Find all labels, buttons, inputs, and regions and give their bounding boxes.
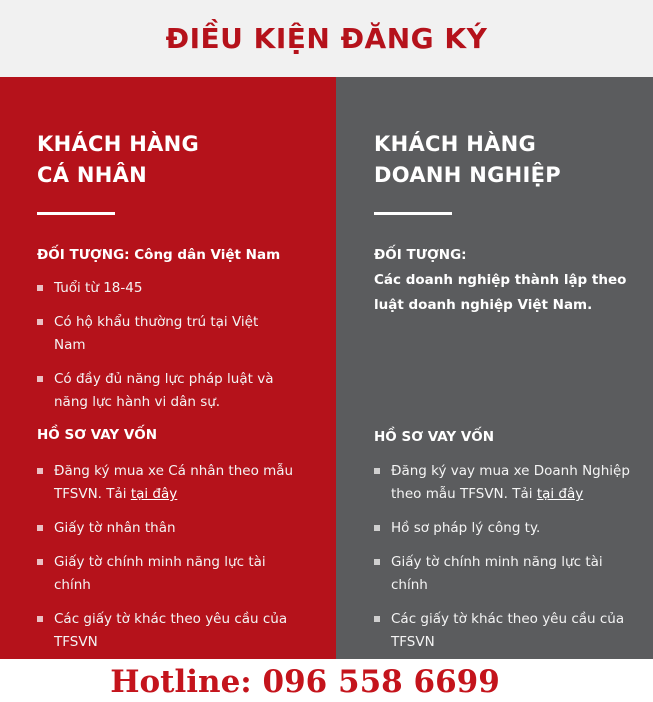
business-title: KHÁCH HÀNG DOANH NGHIỆP	[374, 132, 561, 187]
business-download-link[interactable]: tại đây	[536, 486, 584, 502]
list-item: Các giấy tờ khác theo yêu cầu của TFSVN	[37, 608, 295, 654]
list-item: Có hộ khẩu thường trú tại Việt Nam	[37, 311, 287, 357]
list-item: Có đầy đủ năng lực pháp luật và năng lực hành vi dân sự.	[37, 368, 287, 414]
individual-download-link[interactable]: tại đây	[130, 486, 178, 502]
business-subject: ĐỐI TƯỢNG: Các doanh nghiệp thành lập theo luật doanh nghiệp Việt Nam.	[374, 247, 627, 313]
hotline-text: Hotline: 096 558 6699	[110, 664, 500, 700]
list-item: Các giấy tờ khác theo yêu cầu của TFSVN	[374, 608, 634, 654]
square-bullet-icon	[37, 616, 43, 622]
list-item: Hồ sơ pháp lý công ty.	[374, 517, 634, 540]
square-bullet-icon	[37, 285, 43, 291]
individual-loan-docs-list	[37, 460, 295, 665]
individual-requirements-list	[37, 277, 287, 425]
business-loan-docs-list	[374, 460, 634, 665]
individual-title: KHÁCH HÀNG CÁ NHÂN	[37, 132, 200, 187]
business-loan-docs-heading: HỒ SƠ VAY VỐN	[374, 429, 495, 445]
square-bullet-icon	[374, 559, 380, 565]
list-item: Đăng ký mua xe Cá nhân theo mẫu TFSVN. Tải tại đây	[37, 460, 295, 506]
list-item: Giấy tờ chính minh năng lực tài chính	[37, 551, 295, 597]
list-item: Giấy tờ nhân thân	[37, 517, 295, 540]
square-bullet-icon	[37, 376, 43, 382]
individual-customer-panel	[0, 77, 336, 659]
individual-loan-docs-heading: HỒ SƠ VAY VỐN	[37, 427, 158, 443]
square-bullet-icon	[37, 525, 43, 531]
list-item: Tuổi từ 18-45	[37, 277, 287, 300]
square-bullet-icon	[374, 616, 380, 622]
page-title: ĐIỀU KIỆN ĐĂNG KÝ	[165, 22, 488, 55]
list-item: Đăng ký vay mua xe Doanh Nghiệp theo mẫu TFSVN. Tải tại đây	[374, 460, 634, 506]
square-bullet-icon	[37, 468, 43, 474]
square-bullet-icon	[374, 525, 380, 531]
square-bullet-icon	[37, 319, 43, 325]
individual-subject: ĐỐI TƯỢNG: Công dân Việt Nam	[37, 247, 281, 263]
title-divider	[374, 212, 452, 215]
square-bullet-icon	[37, 559, 43, 565]
business-customer-panel	[336, 77, 653, 659]
page-header	[0, 0, 653, 77]
title-divider	[37, 212, 115, 215]
list-item: Giấy tờ chính minh năng lực tài chính	[374, 551, 634, 597]
square-bullet-icon	[374, 468, 380, 474]
